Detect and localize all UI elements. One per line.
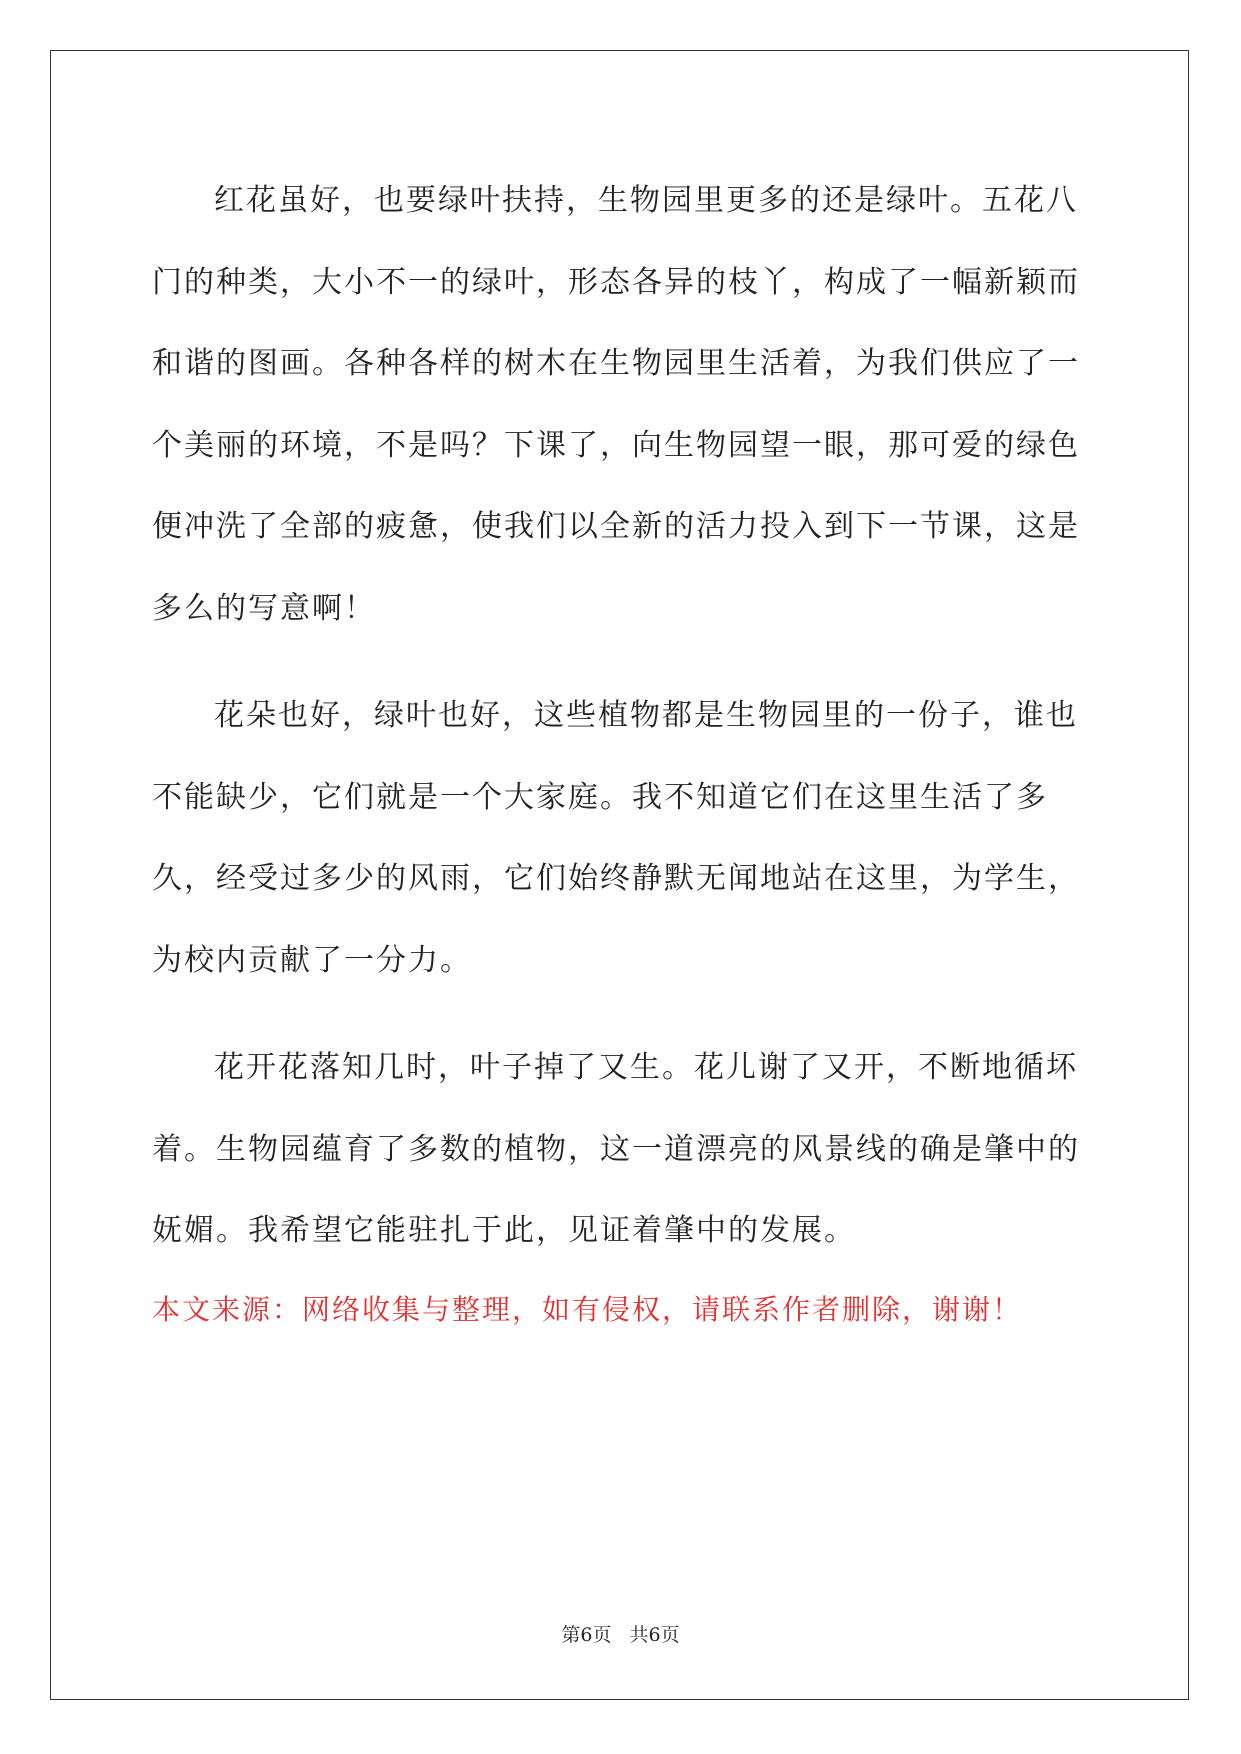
document-body: [152, 160, 1088, 1298]
paragraph-2: 花朵也好，绿叶也好，这些植物都是生物园里的一份子，谁也不能缺少，它们就是一个大家庭。我不知道它们在这里生活了多久，经受过多少的风雨，它们始终静默无闻地站在这里，为学生，为校内贡献了一分力。: [152, 698, 1080, 978]
paragraph-1: 红花虽好，也要绿叶扶持，生物园里更多的还是绿叶。五花八门的种类，大小不一的绿叶，形态各异的枝丫，构成了一幅新颖而和谐的图画。各种各样的树木在生物园里生活着，为我们供应了一个美丽的环境，不是吗？下课了，向生物园望一眼，那可爱的绿色便冲洗了全部的疲惫，使我们以全新的活力投入到下一节课，这是多么的写意啊！: [152, 183, 1080, 626]
paragraph-3: 花开花落知几时，叶子掉了又生。花儿谢了又开，不断地循坏着。生物园蕴育了多数的植物，这一道漂亮的风景线的确是肇中的妩媚。我希望它能驻扎于此，见证着肇中的发展。: [152, 1050, 1080, 1248]
source-notice: 本文来源：网络收集与整理，如有侵权，请联系作者删除，谢谢！: [152, 1293, 1023, 1326]
page-footer: [0, 1620, 1241, 1647]
total-page-count: 共6页: [629, 1624, 680, 1646]
current-page-number: 第6页: [561, 1624, 612, 1646]
